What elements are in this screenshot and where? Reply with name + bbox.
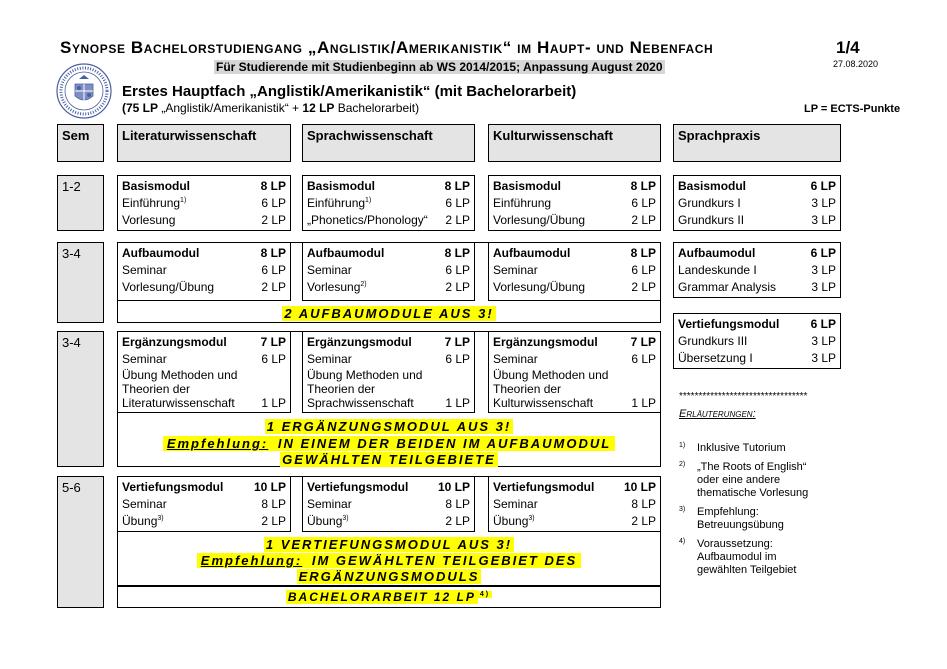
- sem-label-1-2: 1-2: [57, 175, 104, 231]
- basismodul-literatur: Basismodul 8 LP Einführung$^{1)}$ 6 LP Vorlesung 2 LP: [117, 175, 291, 231]
- document-subtitle: Für Studierende mit Studienbeginn ab WS 2014/2015; Anpassung August 2020: [216, 60, 663, 74]
- column-header-sem: Sem: [57, 124, 104, 162]
- aufbaumodul-literatur: Aufbaumodul 8 LP Seminar 6 LP Vorlesung/Übung 2 LP: [117, 242, 291, 301]
- vertiefungsmodul-praxis: Vertiefungsmodul 6 LP Grundkurs III 3 LP Übersetzung I 3 LP: [673, 313, 841, 369]
- vertiefungsmodul-recommendation: Empfehlung: IM GEWÄHLTEN TEILGEBIET DES: [118, 553, 660, 568]
- aufbaumodul-praxis: Aufbaumodul 6 LP Landeskunde I 3 LP Grammar Analysis 3 LP: [673, 242, 841, 298]
- ergaenzungsmodul-literatur: Ergänzungsmodul 7 LP Seminar 6 LP Übung Methoden und Theorien der Literaturwissenschaft 1 LP: [117, 331, 291, 413]
- bachelorarbeit-box: [117, 586, 661, 608]
- aufbaumodul-sprach: Aufbaumodul 8 LP Seminar 6 LP Vorlesung$^{2)}$ 2 LP: [302, 242, 475, 301]
- aufbaumodul-kultur: Aufbaumodul 8 LP Seminar 6 LP Vorlesung/Übung 2 LP: [488, 242, 661, 301]
- note-1: 1) Inklusive Tutorium: [679, 442, 786, 454]
- basismodul-kultur: Basismodul 8 LP Einführung 6 LP Vorlesung/Übung 2 LP: [488, 175, 661, 231]
- vertiefungsmodul-literatur: Vertiefungsmodul 10 LP Seminar 8 LP Übung$^{3)}$ 2 LP: [117, 476, 291, 532]
- notes-separator: *********************************: [679, 391, 808, 402]
- basismodul-sprach: Basismodul 8 LP Einführung$^{1)}$ 6 LP „Phonetics/Phonology“ 2 LP: [302, 175, 475, 231]
- ergaenzungsmodul-recommendation-line2: GEWÄHLTEN TEILGEBIETE: [282, 452, 496, 467]
- document-title: Synopse Bachelorstudiengang „Anglistik/Amerikanistik“ im Haupt- und Nebenfach: [60, 38, 714, 57]
- ergaenzungsmodul-sprach: Ergänzungsmodul 7 LP Seminar 6 LP Übung Methoden und Theorien der Sprachwissenschaft 1 LP: [302, 331, 475, 413]
- column-header-kulturwissenschaft: Kulturwissenschaft: [488, 124, 661, 162]
- ergaenzungsmodul-recommendation: Empfehlung: IN EINEM DER BEIDEN IM AUFBAUMODUL: [118, 436, 660, 451]
- university-seal-icon: [55, 62, 113, 120]
- column-header-sprachwissenschaft: Sprachwissenschaft: [302, 124, 475, 162]
- note-3: 3) Empfehlung: Betreuungsübung: [679, 506, 784, 531]
- ergaenzungsmodul-banner: 1 ERGÄNZUNGSMODUL AUS 3!: [266, 419, 512, 434]
- column-header-sprachpraxis: Sprachpraxis: [673, 124, 841, 162]
- vertiefungsmodul-sprach: Vertiefungsmodul 10 LP Seminar 8 LP Übung$^{3)}$ 2 LP: [302, 476, 475, 532]
- sem-label-3-4-ergaenzung: 3-4: [57, 331, 104, 467]
- sem-label-5-6: 5-6: [57, 476, 104, 608]
- page-number: 1/4: [836, 38, 860, 57]
- vertiefungsmodul-banner: 1 VERTIEFUNGSMODUL AUS 3!: [265, 537, 513, 552]
- column-header-literaturwissenschaft: Literaturwissenschaft: [117, 124, 291, 162]
- note-2: 2) „The Roots of English“ oder eine andere thematische Vorlesung: [679, 461, 809, 499]
- ergaenzungsmodul-kultur: Ergänzungsmodul 7 LP Seminar 6 LP Übung Methoden und Theorien der Kulturwissenschaft 1 LP: [488, 331, 661, 413]
- section-heading: Erstes Hauptfach „Anglistik/Amerikanistik“ (mit Bachelorarbeit): [122, 83, 577, 100]
- basismodul-praxis: Basismodul 6 LP Grundkurs I 3 LP Grundkurs II 3 LP: [673, 175, 841, 231]
- vertiefungsmodul-recommendation-line2: ERGÄNZUNGSMODULS: [298, 569, 480, 584]
- note-4: 4) Voraussetzung: Aufbaumodul im gewählten Teilgebiet: [679, 538, 797, 576]
- notes-title: Erläuterungen:: [679, 408, 756, 420]
- lp-legend: LP = ECTS-Punkte: [804, 103, 901, 115]
- document-date: 27.08.2020: [833, 59, 879, 69]
- bachelorarbeit-label: BACHELORARBEIT 12 LP $^{4)}$: [287, 590, 491, 604]
- vertiefungsmodul-kultur: Vertiefungsmodul 10 LP Seminar 8 LP Übung$^{3)}$ 2 LP: [488, 476, 661, 532]
- sem-label-3-4: 3-4: [57, 242, 104, 323]
- aufbaumodul-banner: 2 AUFBAUMODULE AUS 3!: [284, 306, 494, 321]
- section-subheading: (75 LP „Anglistik/Amerikanistik“ + 12 LP Bachelorarbeit): [122, 101, 420, 115]
